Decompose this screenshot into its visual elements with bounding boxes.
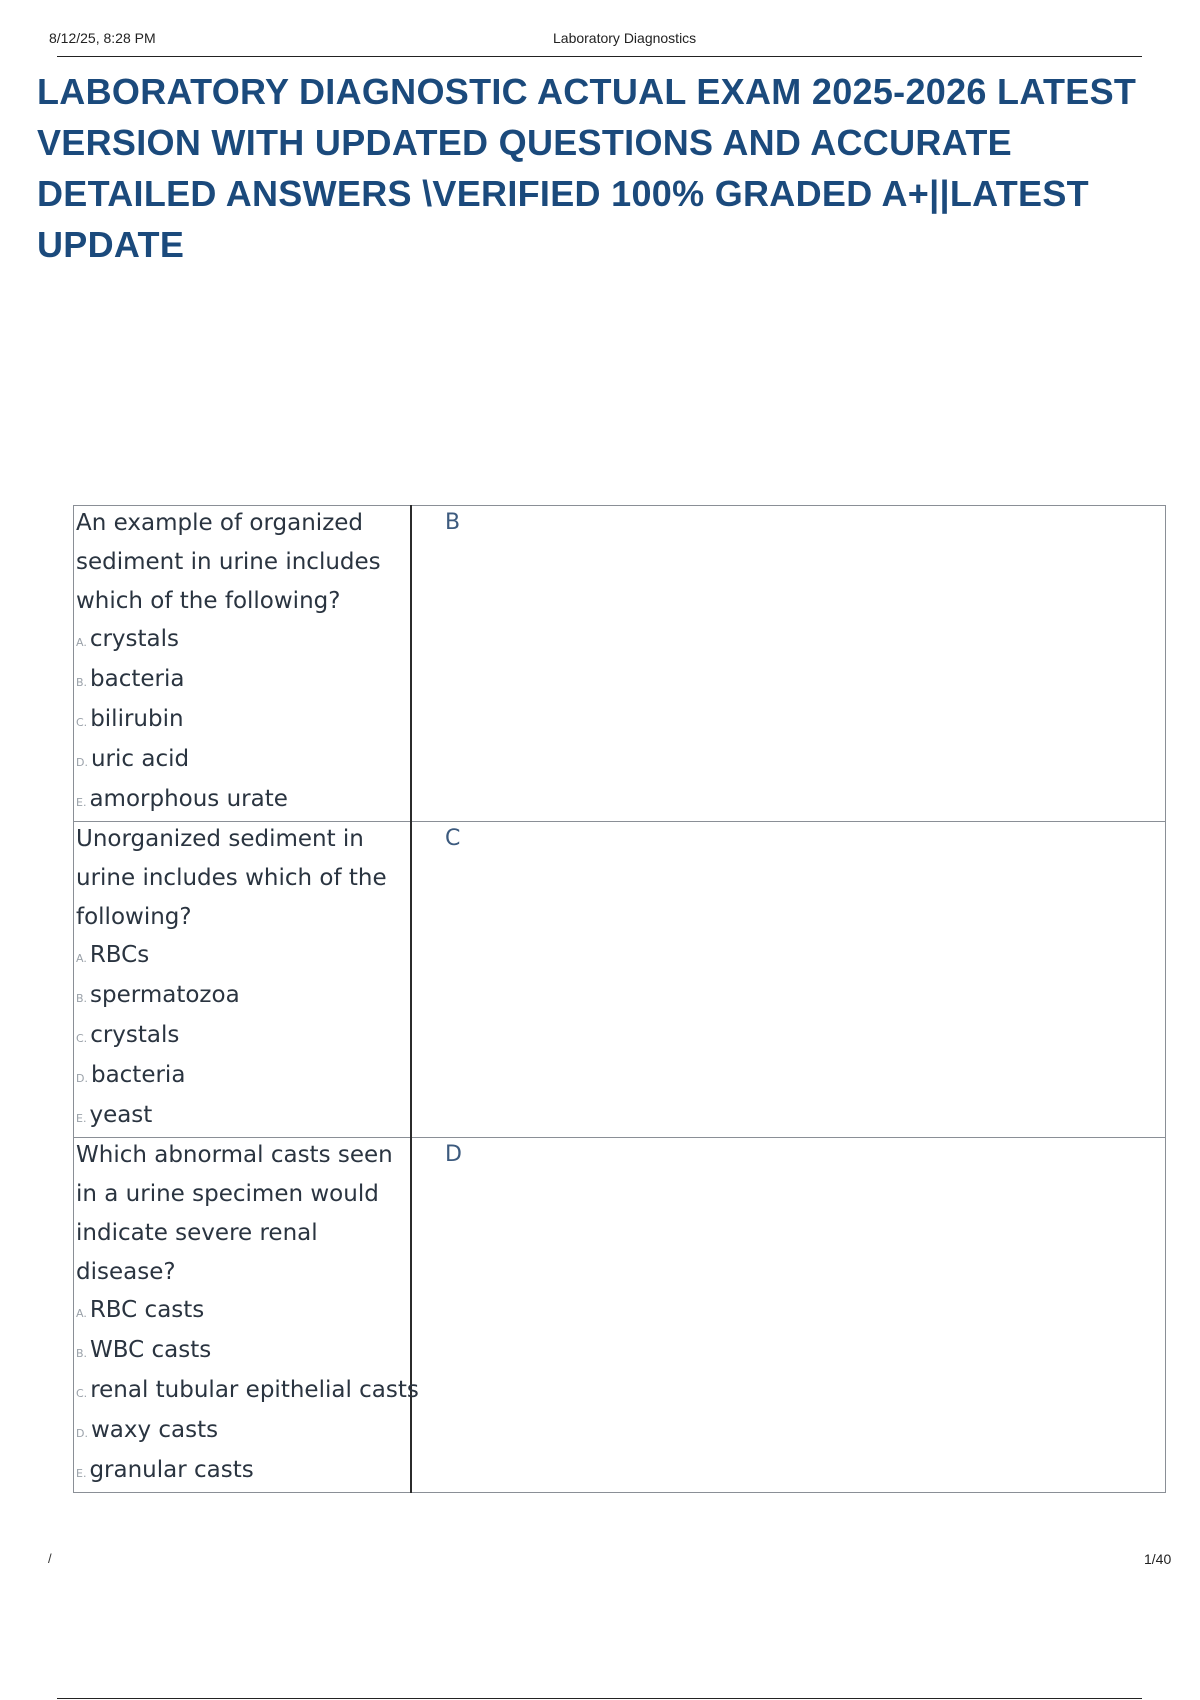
- option-item: [74, 1292, 410, 1332]
- option-item: [74, 1412, 410, 1452]
- option-letter: D.: [76, 1427, 88, 1440]
- option-item: [74, 741, 410, 781]
- option-item: [74, 701, 410, 741]
- option-text: RBC casts: [89, 1297, 205, 1323]
- option-item: [74, 1017, 410, 1057]
- option-letter: D.: [76, 1072, 88, 1085]
- option-text: waxy casts: [90, 1417, 219, 1443]
- footer-divider: [57, 1698, 1142, 1699]
- option-letter: B.: [76, 676, 88, 689]
- option-letter: B.: [76, 1347, 88, 1360]
- option-item: [74, 1452, 410, 1492]
- option-text: yeast: [89, 1102, 153, 1128]
- answer-cell: [411, 1138, 1166, 1493]
- option-text: WBC casts: [90, 1337, 212, 1363]
- answer-cell: [411, 822, 1166, 1138]
- question-cell: [74, 822, 412, 1138]
- option-text: bacteria: [90, 666, 185, 692]
- option-item: [74, 1372, 419, 1412]
- option-letter: E.: [76, 796, 87, 809]
- option-item: [74, 1332, 410, 1372]
- option-letter: A.: [76, 1307, 87, 1320]
- print-title: Laboratory Diagnostics: [553, 30, 697, 46]
- question-cell: [74, 1138, 419, 1493]
- table-row: [74, 822, 1166, 1138]
- table-row: [74, 506, 1166, 822]
- question-cell: [74, 506, 412, 822]
- option-item: [74, 1057, 410, 1097]
- option-letter: B.: [76, 992, 88, 1005]
- option-text: amorphous urate: [89, 786, 288, 812]
- option-letter: D.: [76, 756, 88, 769]
- option-letter: C.: [76, 1032, 88, 1045]
- answer-text: B: [445, 510, 461, 535]
- question-text: Unorganized sediment in urine includes which of the following?: [76, 826, 387, 930]
- option-letter: E.: [76, 1467, 87, 1480]
- option-item: [74, 937, 410, 977]
- header-divider: [57, 56, 1142, 57]
- option-letter: A.: [76, 952, 87, 965]
- option-text: RBCs: [89, 942, 150, 968]
- footer-mark: /: [48, 1551, 52, 1566]
- option-text: renal tubular epithelial casts: [90, 1377, 419, 1403]
- option-text: granular casts: [89, 1457, 254, 1483]
- option-item: [74, 661, 410, 701]
- option-text: uric acid: [90, 746, 190, 772]
- answer-text: C: [445, 826, 461, 851]
- print-header: [0, 0, 1200, 60]
- question-text: An example of organized sediment in urine includes which of the following?: [76, 510, 381, 614]
- option-text: crystals: [90, 1022, 180, 1048]
- page-number: 1/40: [1144, 1551, 1172, 1567]
- question-text: Which abnormal casts seen in a urine specimen would indicate severe renal disease?: [76, 1142, 393, 1285]
- option-item: [74, 1097, 410, 1137]
- option-letter: C.: [76, 1387, 88, 1400]
- document-title: LABORATORY DIAGNOSTIC ACTUAL EXAM 2025-2026 LATEST VERSION WITH UPDATED QUESTIONS AND ACCURATE DETAILED ANSWERS \VERIFIED 100% GRADED A+||LATEST UPDATE: [37, 71, 1137, 265]
- option-text: bacteria: [90, 1062, 186, 1088]
- option-text: bilirubin: [90, 706, 184, 732]
- qa-table: [73, 505, 1166, 1493]
- option-item: [74, 781, 410, 821]
- option-item: [74, 621, 410, 661]
- option-letter: C.: [76, 716, 88, 729]
- answer-text: D: [445, 1142, 462, 1167]
- option-letter: A.: [76, 636, 87, 649]
- table-row: [74, 1138, 1166, 1493]
- option-letter: E.: [76, 1112, 87, 1125]
- option-text: spermatozoa: [90, 982, 240, 1008]
- option-item: [74, 977, 410, 1017]
- print-date: 8/12/25, 8:28 PM: [49, 30, 156, 46]
- answer-cell: [411, 506, 1166, 822]
- option-text: crystals: [89, 626, 180, 652]
